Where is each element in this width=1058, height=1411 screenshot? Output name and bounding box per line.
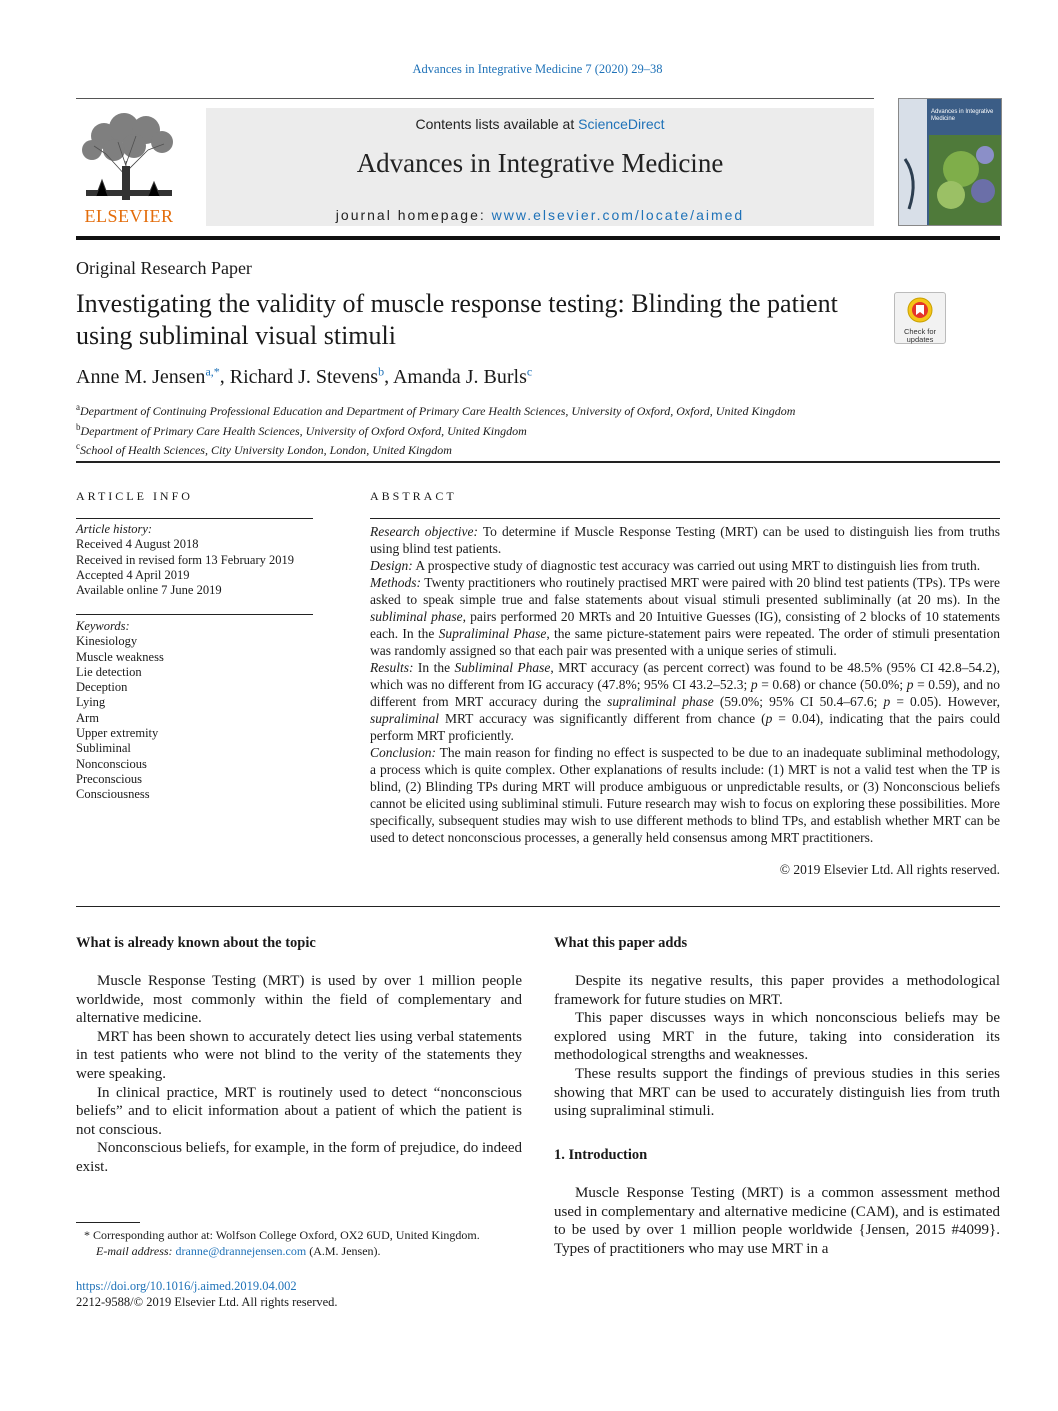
history-accepted: Accepted 4 April 2019 <box>76 567 190 582</box>
keyword: Muscle weakness <box>76 649 164 664</box>
abstract-methods: Methods: Twenty practitioners who routinely practised MRT were paired with 20 blind test patients (TPs). TPs were asked to speak simple true and false statements about visual stimuli presented subliminally (at 20 ms). In the subliminal phase, pairs performed 20 MRTs and 20 Intuitive Guesses (IG), consisting of 2 blocks of 10 statements each. In the Supraliminal Phase, the same picture-statement pairs were repeated. The order of stimuli presentation was randomly assigned so that each pair was presented with a unique series of stimuli. <box>370 575 1001 658</box>
adds-body <box>554 972 1000 1121</box>
known-paragraph: MRT has been shown to accurately detect lies using verbal statements in test patients who were not blind to the verity of the statements they were speaking. <box>76 1028 522 1082</box>
abstract-body <box>370 523 1000 846</box>
check-for-updates-label: Check for updates <box>903 327 937 344</box>
adds-paragraph: These results support the findings of previous studies in this series showing that MRT can be used to accurately distinguish lies from truth using supraliminal stimuli. <box>554 1065 1000 1120</box>
bookmark-icon <box>907 297 933 323</box>
keyword: Upper extremity <box>76 726 159 741</box>
contents-line: Contents lists available at ScienceDirect <box>415 116 665 132</box>
keyword: Preconscious <box>76 771 142 786</box>
keyword: Arm <box>76 710 99 725</box>
email-link[interactable]: dranne@drannejensen.com <box>175 1244 307 1258</box>
journal-citation[interactable]: Advances in Integrative Medicine 7 (2020) 29–38 <box>412 62 663 76</box>
author-list: Anne M. Jensen$^{a,*}$, Richard J. Stevens$^b$, Amanda J. Burls$^c$ <box>76 364 533 388</box>
sciencedirect-link[interactable]: ScienceDirect <box>578 116 665 132</box>
cover-journal-title: Advances in Integrative Medicine <box>931 109 994 122</box>
homepage-line: journal homepage: www.elsevier.com/locate/aimed <box>335 207 745 223</box>
abstract-results: Results: In the Subliminal Phase, MRT accuracy (as percent correct) was found to be 48.5% (95% CI 42.8–54.2), which was no different from IG accuracy (47.8%; 95% CI 43.2–52.3; p = 0.68) or chance (50.0%; p = 0.59), and no different from MRT accuracy during the supraliminal phase (59.0%; 95% CI 50.4–67.6; p = 0.05). However, supraliminal MRT accuracy was significantly different from chance (p = 0.04), indicating that the pairs could perform MRT proficiently. <box>370 660 1000 743</box>
author-2[interactable]: Richard J. Stevens$^b$ <box>229 364 385 388</box>
publisher-name: ELSEVIER <box>84 206 174 226</box>
affiliation-c: $^c$School of Health Sciences, City University London, London, United Kingdom <box>76 441 452 457</box>
abstract-bottom-rule <box>76 906 1000 907</box>
keyword: Lying <box>76 695 106 710</box>
abstract-copyright: © 2019 Elsevier Ltd. All rights reserved. <box>779 862 1000 877</box>
known-heading: What is already known about the topic <box>76 935 316 951</box>
keyword: Lie detection <box>76 664 142 679</box>
affiliation-a: $^a$Department of Continuing Professional Education and Department of Primary Care Health Sciences, University of Oxford, Oxford, United Kingdom <box>76 402 796 418</box>
keywords-label: Keywords: <box>76 619 130 633</box>
affiliation-rule <box>76 461 1000 463</box>
keywords-list <box>76 619 164 803</box>
affiliations <box>76 400 795 459</box>
article-info-rule <box>76 518 313 519</box>
journal-title: Advances in Integrative Medicine <box>356 148 724 178</box>
history-revised: Received in revised form 13 February 2019 <box>76 552 294 567</box>
keyword: Kinesiology <box>76 634 138 649</box>
keywords-rule <box>76 614 313 615</box>
author-3[interactable]: Amanda J. Burls$^c$ <box>392 364 533 388</box>
abstract-objective: Research objective: To determine if Muscle Response Testing (MRT) can be used to distinguish lies from truths using blind test patients. <box>370 524 1000 556</box>
keyword: Subliminal <box>76 741 131 756</box>
doi-block <box>76 1278 338 1310</box>
elsevier-logo <box>76 106 182 228</box>
history-received: Received 4 August 2018 <box>76 537 199 552</box>
adds-paragraph: This paper discusses ways in which nonconscious beliefs may be explored using MRT in the future, taking into consideration its methodological strengths and weaknesses. <box>554 1010 1000 1064</box>
known-paragraph: In clinical practice, MRT is routinely used to detect “nonconscious beliefs” and to elicit information about a patient of which the patient is not conscious. <box>76 1084 522 1138</box>
history-label: Article history: <box>76 522 153 536</box>
abstract-design: Design: A prospective study of diagnostic test accuracy was carried out using MRT to distinguish lies from truth. <box>370 558 981 573</box>
introduction-paragraph: Muscle Response Testing (MRT) is a common assessment method used in complementary and alternative medicine (CAM), and is estimated to be used by over 1 million people worldwide {Jensen, 2015 #4099}. Types of practitioners who may use MRT in a <box>554 1185 1000 1257</box>
keyword: Deception <box>76 680 128 695</box>
abstract-rule <box>370 518 1000 519</box>
journal-homepage-link[interactable]: www.elsevier.com/locate/aimed <box>491 207 745 223</box>
abstract-conclusion: Conclusion: The main reason for finding no effect is suspected to be due to an inadequate subliminal methodology, a process which is quite complex. Other explanations of results include: (1) MRT is not a valid test when the TP is blind, (2) Blinding TPs during MRT will produce ambiguous or unpredictable results, or (3) Nonconscious beliefs cannot be elicited using subliminal stimuli. Future research may wish to focus on exploring these possibilities. More specifically, subsequent studies may wish to use different methods to blind TPs, and establish whether MRT can be used to detect nonconscious processes, a generally held consensus among MRT practitioners. <box>370 745 1000 845</box>
history-online: Available online 7 June 2019 <box>76 583 222 598</box>
issn-line: 2212-9588/© 2019 Elsevier Ltd. All rights reserved. <box>76 1295 338 1309</box>
header-thick-rule <box>76 236 1000 240</box>
introduction-body <box>554 1184 1000 1258</box>
known-paragraph: Nonconscious beliefs, for example, in the form of prejudice, do indeed exist. <box>76 1140 522 1175</box>
header-top-rule <box>76 98 874 99</box>
journal-cover-image <box>898 98 1002 226</box>
corresponding-footnote <box>76 1227 522 1259</box>
author-1[interactable]: Anne M. Jensen$^{a,*}$ <box>76 364 220 388</box>
check-for-updates-button[interactable] <box>894 292 946 344</box>
adds-heading: What this paper adds <box>554 935 688 951</box>
article-info-heading: ARTICLE INFO <box>76 489 193 503</box>
affiliation-b: $^b$Department of Primary Care Health Sciences, University of Oxford Oxford, United Kingdom <box>76 421 527 438</box>
introduction-heading: 1. Introduction <box>554 1147 648 1163</box>
known-body <box>76 972 522 1177</box>
known-paragraph: Muscle Response Testing (MRT) is used by over 1 million people worldwide, most commonly within the field of complementary and alternative medicine. <box>76 973 522 1027</box>
adds-paragraph: Despite its negative results, this paper provides a methodological framework for future studies on MRT. <box>554 973 1000 1008</box>
article-type: Original Research Paper <box>76 258 252 278</box>
doi-link[interactable]: https://doi.org/10.1016/j.aimed.2019.04.002 <box>76 1279 297 1293</box>
corresponding-author-note: * Corresponding author at: Wolfson College Oxford, OX2 6UD, United Kingdom. <box>84 1228 480 1242</box>
email-line: E-mail address: dranne@drannejensen.com (A.M. Jensen). <box>96 1244 381 1258</box>
article-title: Investigating the validity of muscle response testing: Blinding the patient using subliminal visual stimuli <box>76 289 838 350</box>
abstract-heading: ABSTRACT <box>370 489 457 503</box>
footnote-rule <box>76 1222 140 1223</box>
article-history <box>76 522 294 598</box>
keyword: Consciousness <box>76 787 150 802</box>
journal-banner <box>206 108 874 226</box>
keyword: Nonconscious <box>76 756 147 771</box>
